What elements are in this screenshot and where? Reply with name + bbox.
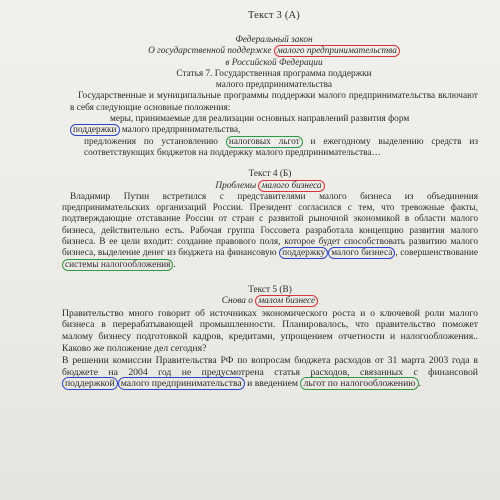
highlight-support: поддержки xyxy=(70,124,120,136)
text5-paragraph-1: Правительство много говорит об источниках экономического роста и о ключевой роли малого бизнеса в перерабатывающей промышленности. Планировалось, что правительство поможет малому бизнесу подготовкой кадров, кредитами, упрощением отчетности и налогообложения.. Каково же положение дел сегодня? xyxy=(62,307,478,354)
text3-section xyxy=(70,10,478,159)
text4-body-end: . xyxy=(173,259,176,270)
text5-p2-end: . xyxy=(418,378,421,390)
text4-body xyxy=(62,192,478,271)
text3-p3-rest: малого предпринимательства, xyxy=(119,125,241,136)
highlight-small-business-heading: малого бизнеса xyxy=(258,180,324,192)
text4-section xyxy=(62,169,478,271)
text4-heading xyxy=(62,181,478,192)
highlight-small-enterprise: малого предпринимательства xyxy=(118,377,245,390)
highlight-support-3: поддержкой xyxy=(62,377,118,390)
text3-paragraph-3 xyxy=(70,125,478,136)
highlight-small-business-law: малого предпринимательства xyxy=(274,45,400,57)
article-title-line2: малого предпринимательства xyxy=(215,80,333,91)
text5-paragraph-2 xyxy=(62,355,478,390)
text5-title: Текст 5 (В) xyxy=(248,284,292,295)
text4-title: Текст 4 (Б) xyxy=(248,169,292,180)
text3-paragraph-2: меры, принимаемые для реализации основных направлений развития форм xyxy=(110,114,410,125)
highlight-tax-benefits-2: льгот по налогообложению xyxy=(300,377,418,390)
text3-p4-rest: и ежегодному выделению средств из соответствующих бюджетов на поддержку малого предпринимательства… xyxy=(84,136,478,158)
article-title-line1: Статья 7. Государственная программа поддержки xyxy=(176,68,372,79)
law-title-line2 xyxy=(70,46,478,57)
law-title-line3: в Российской Федерации xyxy=(225,57,323,68)
highlight-small-business: малого бизнеса xyxy=(328,247,395,259)
highlight-tax-system: системы налогообложения xyxy=(62,259,173,271)
text5-heading xyxy=(62,296,478,307)
text3-paragraph-4 xyxy=(70,137,478,160)
law-title-prefix: О государственной поддержке xyxy=(148,46,274,57)
highlight-small-business-heading-2: малом бизнесе xyxy=(255,295,318,307)
text4-heading-prefix: Проблемы xyxy=(215,180,259,191)
text5-p2-prefix: В решении комиссии Правительства РФ по вопросам бюджета расходов от 31 марта 2003 года в бюджете на 2004 год не предусмотрена статья расходов, связанных с финансовой xyxy=(62,354,478,378)
highlight-tax-benefits: налоговых льгот xyxy=(226,136,303,148)
text3-paragraph-1: Государственные и муниципальные программы поддержки малого предпринимательства включают в себя следующие основные положения: xyxy=(70,91,478,113)
highlight-support-2: поддержку xyxy=(279,247,328,259)
text3-title: Текст 3 (А) xyxy=(247,10,301,21)
text5-heading-prefix: Снова о xyxy=(221,296,256,307)
text5-section xyxy=(62,285,478,390)
text4-body-prefix: Владимир Путин встретился с представителями малого бизнеса из объединения предпринимательских организаций России. Президент согласился с тем, что тревожные факты, подтверждающие отставание России от стран с развитой рыночной экономикой в области малого бизнеса, действительно есть. Рабочая группа Госсовета разработала концепцию развития малого бизнеса. В ее цели входит: создание правового поля, которое будет способствовать развитию малого бизнеса, выделение денег из бюджета на финансовую xyxy=(62,191,478,259)
text4-body-mid: , совершенствование xyxy=(395,248,478,259)
text5-p2-mid: и введением xyxy=(244,378,301,390)
text3-p4-prefix: предложения по установлению xyxy=(84,136,226,147)
law-title-line1: Федеральный закон xyxy=(235,35,313,45)
